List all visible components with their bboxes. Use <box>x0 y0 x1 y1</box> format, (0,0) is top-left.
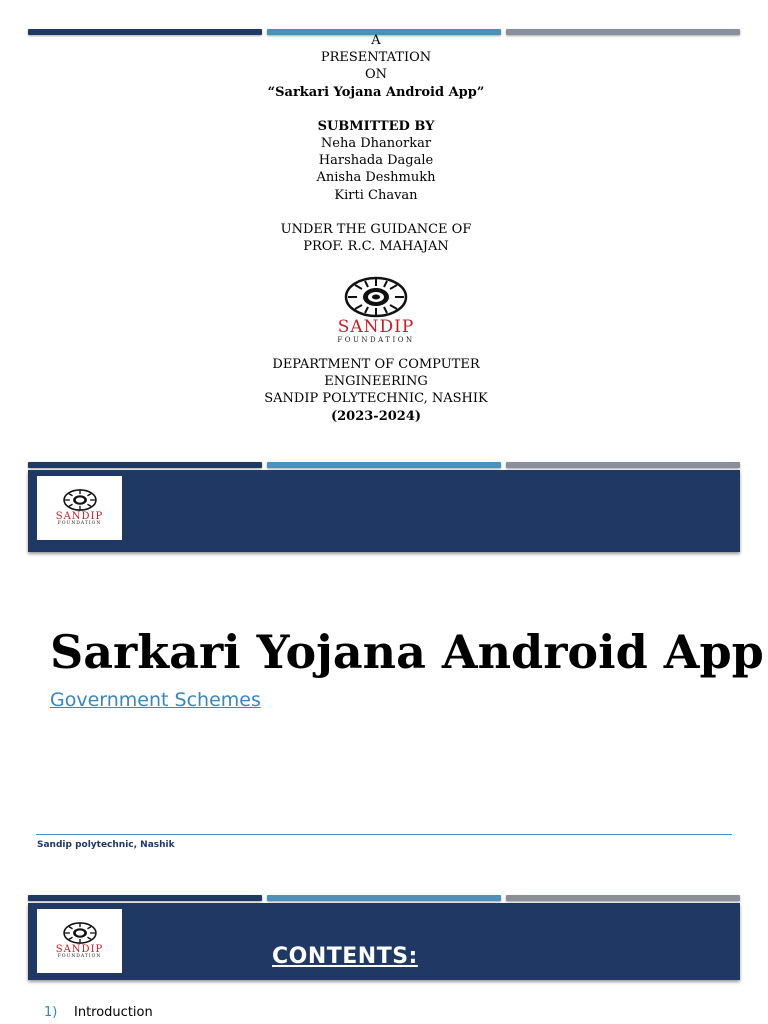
title-page-text <box>200 32 552 255</box>
stripe-navy <box>28 462 262 468</box>
guide-name: PROF. R.C. MAHAJAN <box>303 239 449 255</box>
member-name: Anisha Deshmukh <box>316 170 436 186</box>
sandip-emblem-icon <box>63 488 97 512</box>
banner-logo-box <box>37 476 122 540</box>
submitted-by-label: SUBMITTED BY <box>317 118 435 134</box>
department-line: ENGINEERING <box>324 374 428 390</box>
sandip-foundation-logo <box>37 488 122 527</box>
header-banner <box>28 470 740 552</box>
footer-divider <box>36 834 732 835</box>
contents-heading: CONTENTS: <box>272 944 418 969</box>
logo-name: SANDIP <box>337 317 415 337</box>
line-a: A <box>371 33 381 48</box>
footer-text: Sandip polytechnic, Nashik <box>37 840 175 850</box>
list-item-number: 1) <box>44 1005 58 1020</box>
slide-title: Sarkari Yojana Android App <box>50 625 764 679</box>
sandip-foundation-logo <box>318 276 434 344</box>
academic-year: (2023-2024) <box>330 408 422 424</box>
list-item-label: Introduction <box>74 1005 153 1020</box>
sandip-foundation-logo <box>37 921 122 960</box>
sandip-emblem-icon <box>63 921 97 945</box>
slide-subtitle-link[interactable]: Government Schemes <box>50 689 261 711</box>
logo-sub: FOUNDATION <box>57 954 102 959</box>
stripe-blue <box>267 895 501 901</box>
member-name: Harshada Dagale <box>318 153 434 169</box>
member-name: Kirti Chavan <box>334 187 418 203</box>
department-line: DEPARTMENT OF COMPUTER <box>272 357 480 372</box>
project-title: “Sarkari Yojana Android App” <box>267 84 485 100</box>
list-item <box>44 1005 153 1020</box>
stripe-navy <box>28 895 262 901</box>
line-on: ON <box>364 67 388 83</box>
member-name: Neha Dhanorkar <box>320 136 432 152</box>
institute-name: SANDIP POLYTECHNIC, NASHIK <box>264 391 488 407</box>
stripe-blue <box>267 462 501 468</box>
contents-list <box>44 1005 153 1020</box>
logo-name: SANDIP <box>55 944 104 955</box>
department-block <box>200 356 552 425</box>
stripe-gray <box>506 462 740 468</box>
banner-logo-box <box>37 909 122 973</box>
line-presentation: PRESENTATION <box>320 50 432 66</box>
guidance-label: UNDER THE GUIDANCE OF <box>280 221 472 237</box>
logo-sub: FOUNDATION <box>57 521 102 526</box>
logo-sub: FOUNDATION <box>337 336 415 344</box>
sandip-emblem-icon <box>344 276 408 318</box>
logo-name: SANDIP <box>55 511 104 522</box>
stripe-gray <box>506 895 740 901</box>
